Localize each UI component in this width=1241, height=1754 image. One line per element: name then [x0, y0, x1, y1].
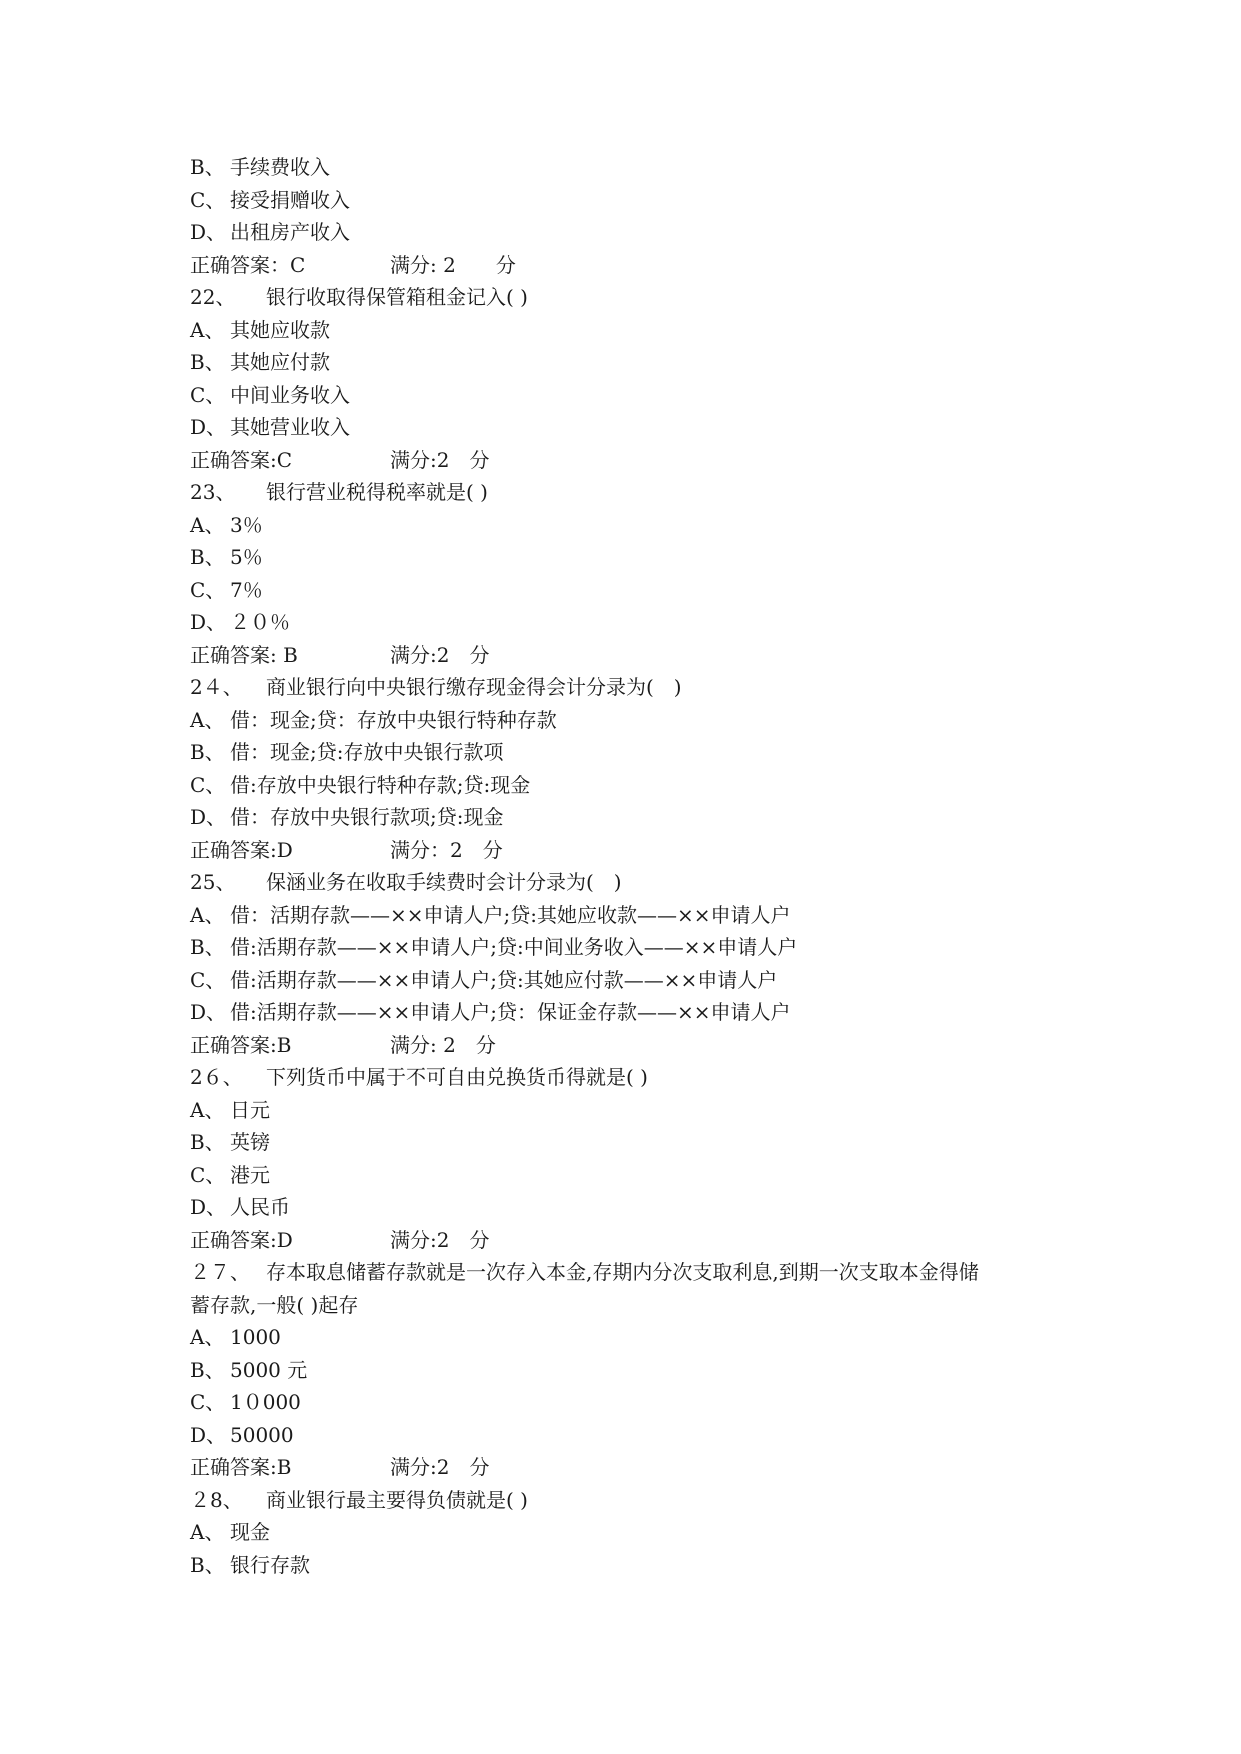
- answer-option: [190, 736, 1090, 769]
- question-line: [190, 866, 1090, 899]
- correct-answer-line: [190, 1451, 1090, 1484]
- option-key: A、: [190, 1325, 225, 1349]
- correct-answer: 正确答案:D: [190, 837, 293, 862]
- option-key: C、: [190, 1390, 226, 1414]
- option-text: 手续费收入: [230, 155, 330, 179]
- question-text: 下列货币中属于不可自由兑换货币得就是( ): [266, 1065, 648, 1089]
- answer-option: [190, 801, 1090, 834]
- answer-option: [190, 411, 1090, 444]
- answer-option: [190, 184, 1090, 217]
- option-text: 借:活期存款——××申请人户;贷:其她应付款——××申请人户: [230, 967, 778, 992]
- question-text: 蓄存款,一般( )起存: [190, 1292, 359, 1317]
- option-key: A、: [190, 902, 225, 927]
- answer-option: [190, 346, 1090, 379]
- option-text: 现金: [230, 1520, 270, 1544]
- option-text: 5000 元: [230, 1357, 308, 1382]
- correct-answer: 正确答案:B: [190, 1455, 292, 1479]
- option-key: B、: [190, 545, 225, 569]
- question-text: 保涵业务在收取手续费时会计分录为( ): [266, 870, 622, 894]
- option-text: 借：存放中央银行款项;贷:现金: [230, 805, 504, 829]
- option-text: 其她营业收入: [230, 415, 350, 439]
- option-text: 50000: [230, 1422, 294, 1447]
- document-body: [190, 151, 1090, 1581]
- option-key: D、: [190, 610, 227, 634]
- option-key: C、: [190, 382, 226, 407]
- full-score: 满分: 2 分: [390, 252, 516, 277]
- answer-option: [190, 1549, 1090, 1582]
- option-key: C、: [190, 1162, 226, 1187]
- option-key: C、: [190, 967, 226, 992]
- question-text: 商业银行最主要得负债就是( ): [266, 1487, 528, 1512]
- option-text: 借:活期存款——××申请人户;贷:中间业务收入——××申请人户: [230, 935, 798, 959]
- correct-answer-line: [190, 1029, 1090, 1062]
- option-text: 借:活期存款——××申请人户;贷：保证金存款——××申请人户: [230, 1000, 791, 1024]
- option-key: D、: [190, 1000, 227, 1024]
- answer-option: [190, 1126, 1090, 1159]
- answer-option: [190, 574, 1090, 607]
- question-number: 22、: [190, 285, 236, 309]
- answer-option: [190, 996, 1090, 1029]
- answer-option: [190, 931, 1090, 964]
- option-text: 其她应付款: [230, 350, 330, 374]
- option-text: 借：现金;贷：存放中央银行特种存款: [230, 707, 557, 732]
- option-text: 3％: [230, 512, 263, 537]
- answer-option: [190, 379, 1090, 412]
- question-text: 商业银行向中央银行缴存现金得会计分录为( ): [266, 675, 682, 699]
- full-score: 满分:2 分: [390, 642, 490, 667]
- option-text: 接受捐赠收入: [230, 187, 350, 212]
- answer-option: [190, 606, 1090, 639]
- question-text: 存本取息储蓄存款就是一次存入本金,存期内分次支取利息,到期一次支取本金得储: [266, 1260, 979, 1284]
- option-key: B、: [190, 155, 225, 179]
- correct-answer: 正确答案:D: [190, 1227, 293, 1252]
- option-key: B、: [190, 1552, 225, 1577]
- option-text: 港元: [230, 1162, 270, 1187]
- question-text: 银行收取得保管箱租金记入( ): [266, 285, 528, 309]
- question-text-continued: [190, 1289, 1090, 1322]
- option-text: 银行存款: [230, 1552, 310, 1577]
- question-line: [190, 1484, 1090, 1517]
- option-key: D、: [190, 220, 227, 244]
- question-line: [190, 1061, 1090, 1094]
- question-number: 25、: [190, 870, 236, 894]
- option-text: 其她应收款: [230, 317, 330, 342]
- question-number: 2４、: [190, 675, 243, 699]
- option-text: 日元: [230, 1097, 270, 1122]
- question-line: [190, 671, 1090, 704]
- answer-option: [190, 216, 1090, 249]
- option-text: 借：现金;贷:存放中央银行款项: [230, 740, 504, 764]
- option-key: B、: [190, 740, 225, 764]
- question-line: [190, 476, 1090, 509]
- option-text: 借：活期存款——××申请人户;贷:其她应收款——××申请人户: [230, 902, 791, 927]
- option-text: 出租房产收入: [230, 220, 350, 244]
- option-key: A、: [190, 707, 225, 732]
- full-score: 满分: 2 分: [390, 1032, 496, 1057]
- option-text: 借:存放中央银行特种存款;贷:现金: [230, 772, 531, 797]
- answer-option: [190, 1516, 1090, 1549]
- option-text: 人民币: [230, 1195, 290, 1219]
- answer-option: [190, 314, 1090, 347]
- answer-option: [190, 151, 1090, 184]
- question-text: 银行营业税得税率就是( ): [266, 480, 488, 504]
- question-number: 23、: [190, 480, 236, 504]
- question-line: [190, 281, 1090, 314]
- answer-option: [190, 1354, 1090, 1387]
- full-score: 满分:2 分: [390, 1455, 490, 1479]
- answer-option: [190, 769, 1090, 802]
- option-key: C、: [190, 772, 226, 797]
- correct-answer: 正确答案：C: [190, 252, 306, 277]
- option-key: A、: [190, 317, 225, 342]
- option-key: A、: [190, 1520, 225, 1544]
- correct-answer: 正确答案:B: [190, 1032, 292, 1057]
- answer-option: [190, 964, 1090, 997]
- answer-option: [190, 1386, 1090, 1419]
- question-number: ２７、: [190, 1260, 250, 1284]
- answer-option: [190, 1191, 1090, 1224]
- option-text: 1０000: [230, 1390, 301, 1414]
- correct-answer-line: [190, 834, 1090, 867]
- option-text: 1000: [230, 1325, 281, 1349]
- answer-option: [190, 1094, 1090, 1127]
- option-key: A、: [190, 512, 225, 537]
- full-score: 满分：2 分: [390, 837, 503, 862]
- option-text: 7％: [230, 577, 263, 602]
- correct-answer-line: [190, 249, 1090, 282]
- option-key: D、: [190, 1195, 227, 1219]
- option-key: B、: [190, 935, 225, 959]
- full-score: 满分:2 分: [390, 1227, 490, 1252]
- answer-option: [190, 899, 1090, 932]
- answer-option: [190, 509, 1090, 542]
- option-key: D、: [190, 415, 227, 439]
- question-number: ２8、: [190, 1487, 243, 1512]
- correct-answer-line: [190, 444, 1090, 477]
- option-key: C、: [190, 577, 226, 602]
- correct-answer: 正确答案:C: [190, 447, 293, 472]
- answer-option: [190, 1321, 1090, 1354]
- option-text: 中间业务收入: [230, 382, 350, 407]
- option-text: 5％: [230, 545, 263, 569]
- answer-option: [190, 1419, 1090, 1452]
- answer-option: [190, 704, 1090, 737]
- option-key: D、: [190, 805, 227, 829]
- question-line: [190, 1256, 1090, 1289]
- correct-answer-line: [190, 639, 1090, 672]
- option-text: 英镑: [230, 1130, 270, 1154]
- option-key: D、: [190, 1422, 227, 1447]
- correct-answer: 正确答案: B: [190, 642, 298, 667]
- full-score: 满分:2 分: [390, 447, 490, 472]
- option-key: B、: [190, 350, 225, 374]
- option-key: B、: [190, 1357, 225, 1382]
- option-key: C、: [190, 187, 226, 212]
- correct-answer-line: [190, 1224, 1090, 1257]
- answer-option: [190, 541, 1090, 574]
- answer-option: [190, 1159, 1090, 1192]
- option-key: B、: [190, 1130, 225, 1154]
- option-text: ２０％: [230, 610, 290, 634]
- question-number: 2６、: [190, 1065, 243, 1089]
- option-key: A、: [190, 1097, 225, 1122]
